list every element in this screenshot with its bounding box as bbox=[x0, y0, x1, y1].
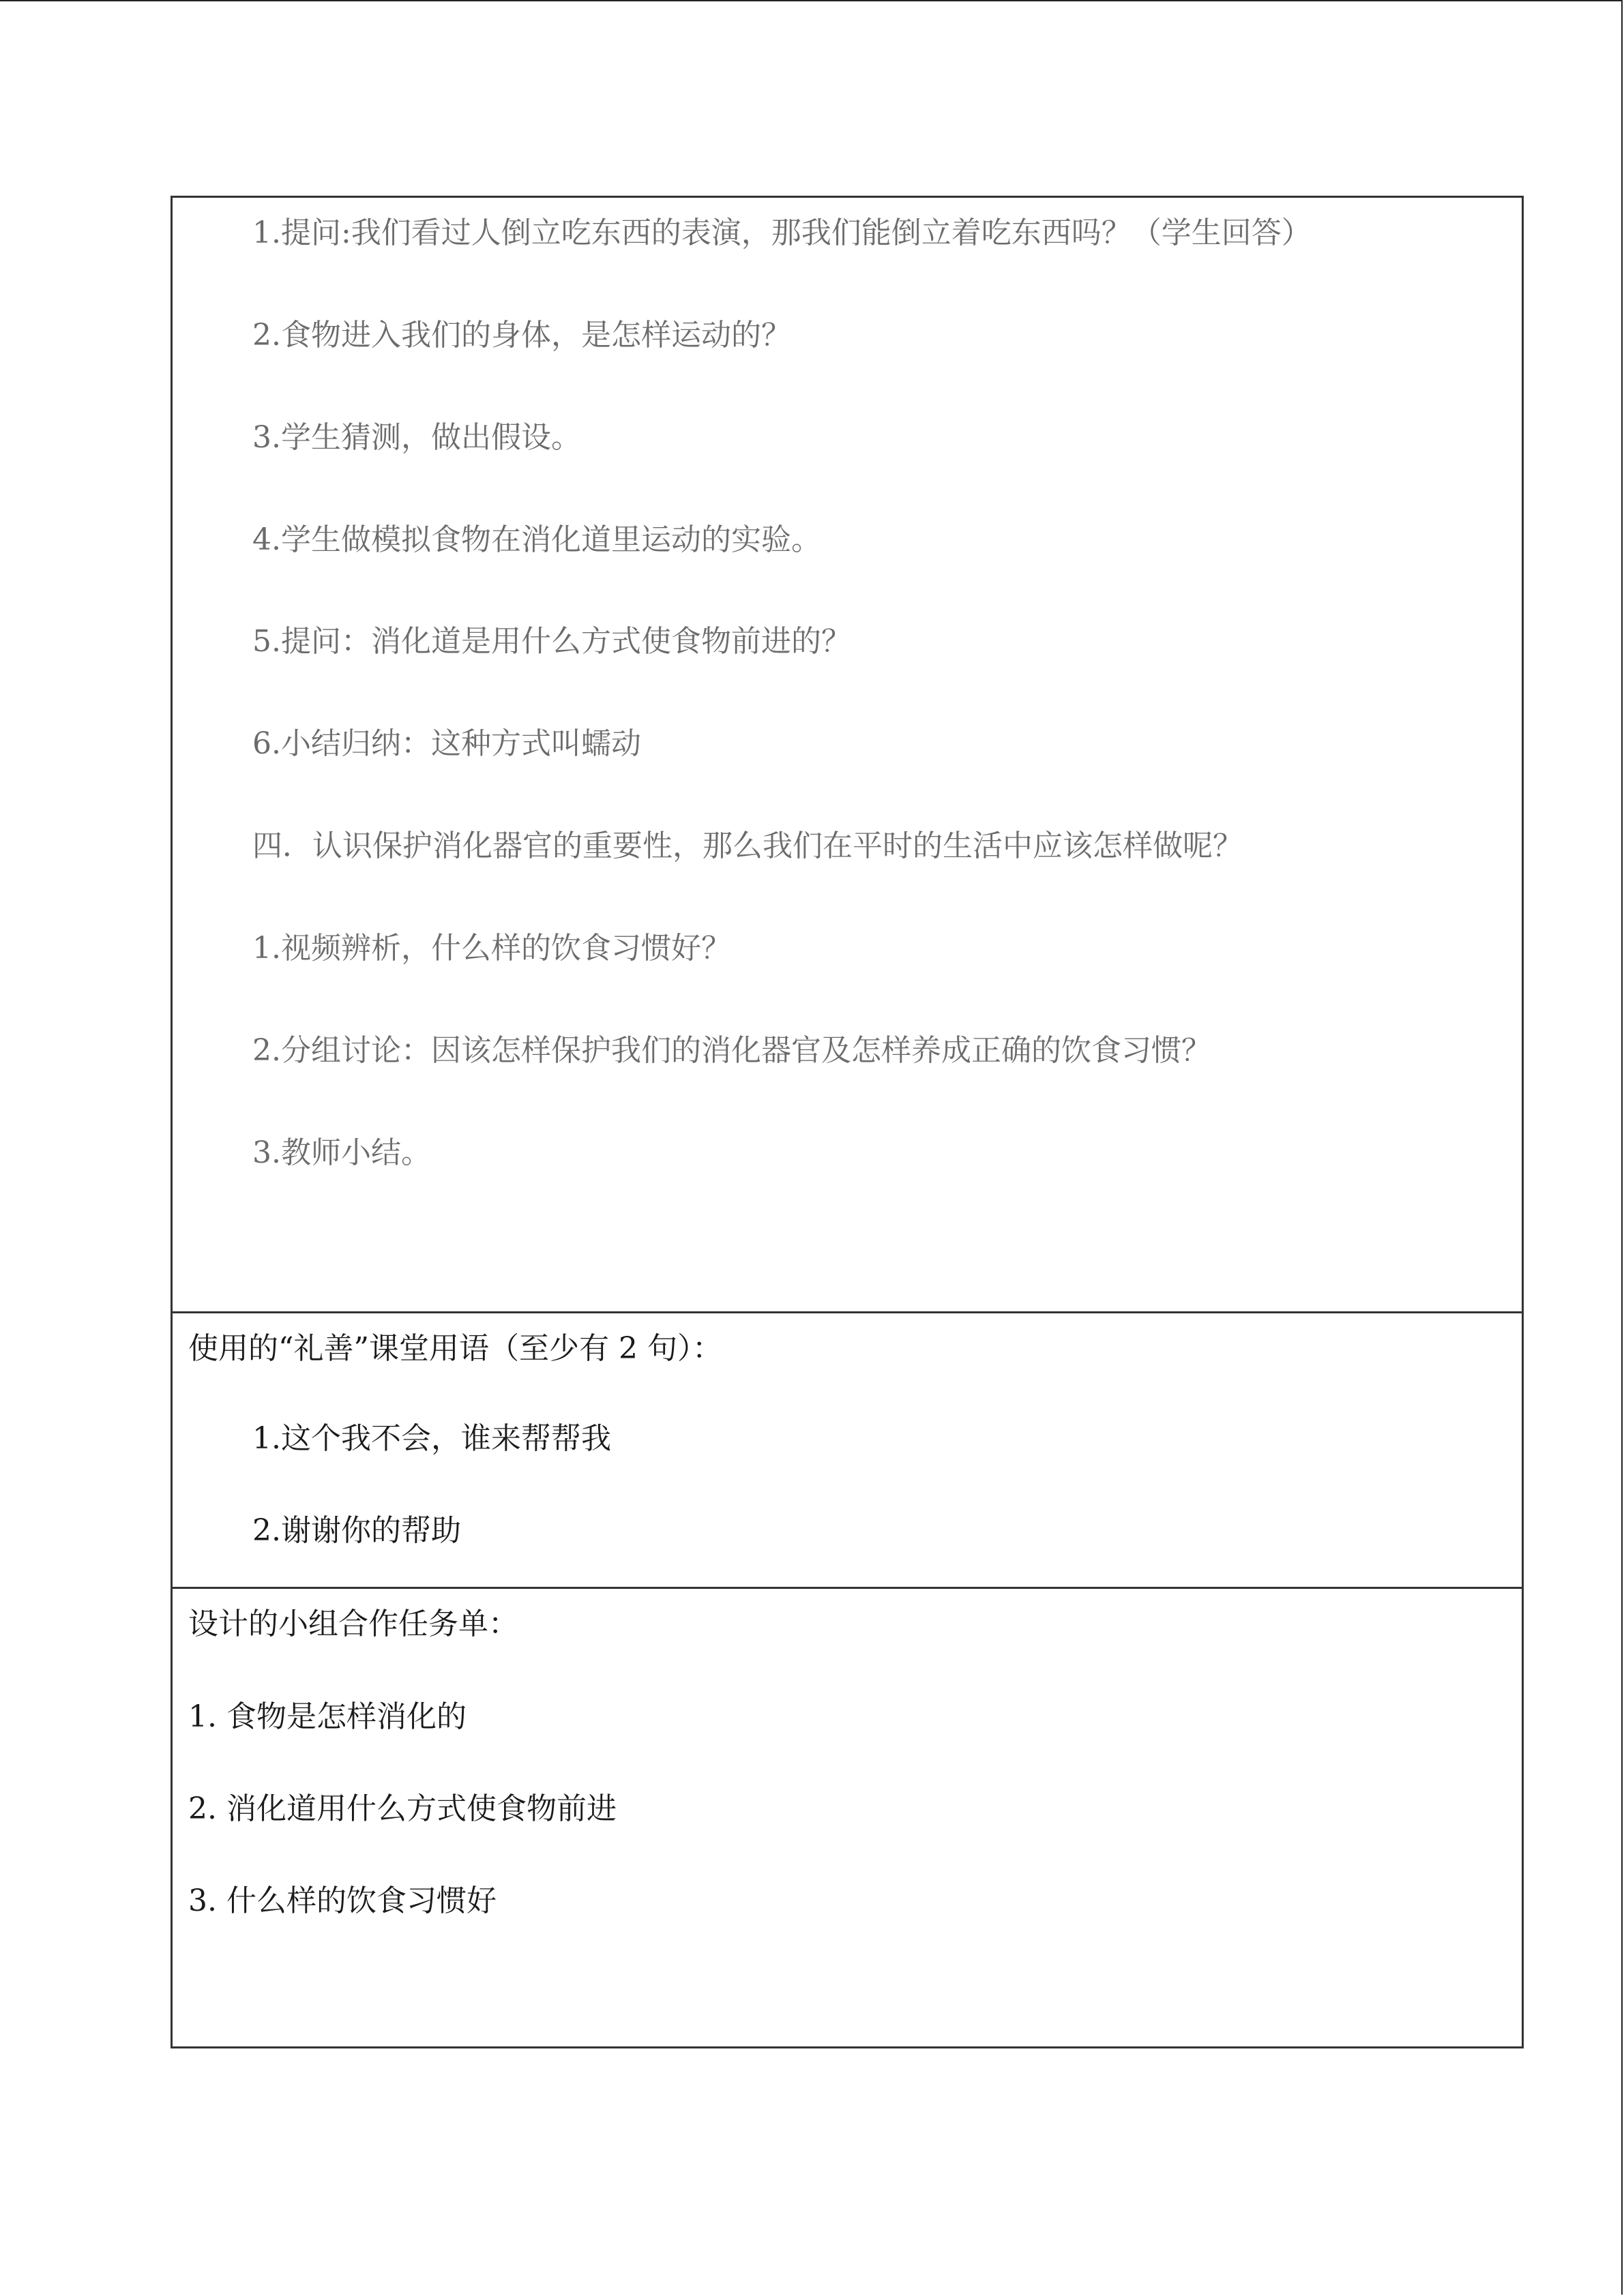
process-line-6: 6.小结归纳：这种方式叫蠕动 bbox=[252, 726, 641, 761]
phrase-item-2: 2.谢谢你的帮助 bbox=[252, 1513, 461, 1548]
process-line-8: 1.视频辨析，什么样的饮食习惯好？ bbox=[252, 931, 731, 966]
classroom-phrases-cell bbox=[173, 1313, 1522, 1589]
task-item-1: 1. 食物是怎样消化的 bbox=[188, 1699, 467, 1734]
process-line-9: 2.分组讨论：因该怎样保护我们的消化器官及怎样养成正确的饮食习惯？ bbox=[252, 1033, 1211, 1068]
teaching-process-cell bbox=[173, 198, 1522, 1313]
phrase-item-1: 1.这个我不会，谁来帮帮我 bbox=[252, 1421, 611, 1456]
process-line-7: 四．认识保护消化器官的重要性，那么我们在平时的生活中应该怎样做呢？ bbox=[252, 829, 1243, 863]
process-line-5: 5.提问：消化道是用什么方式使食物前进的？ bbox=[252, 624, 851, 659]
group-task-cell bbox=[173, 1589, 1522, 2046]
task-item-3: 3. 什么样的饮食习惯好 bbox=[188, 1883, 497, 1918]
process-line-4: 4.学生做模拟食物在消化道里运动的实验。 bbox=[252, 522, 821, 557]
tasks-heading: 设计的小组合作任务单： bbox=[188, 1607, 518, 1641]
process-line-2: 2.食物进入我们的身体，是怎样运动的？ bbox=[252, 318, 791, 353]
process-line-1: 1.提问:我们看过人倒立吃东西的表演，那我们能倒立着吃东西吗？（学生回答） bbox=[252, 215, 1312, 250]
phrases-heading: 使用的“礼善”课堂用语（至少有 2 句）： bbox=[188, 1331, 722, 1366]
process-line-3: 3.学生猜测，做出假设。 bbox=[252, 420, 581, 455]
process-line-10: 3.教师小结。 bbox=[252, 1135, 431, 1170]
task-item-2: 2. 消化道用什么方式使食物前进 bbox=[188, 1791, 617, 1826]
lesson-plan-table bbox=[171, 196, 1524, 2048]
